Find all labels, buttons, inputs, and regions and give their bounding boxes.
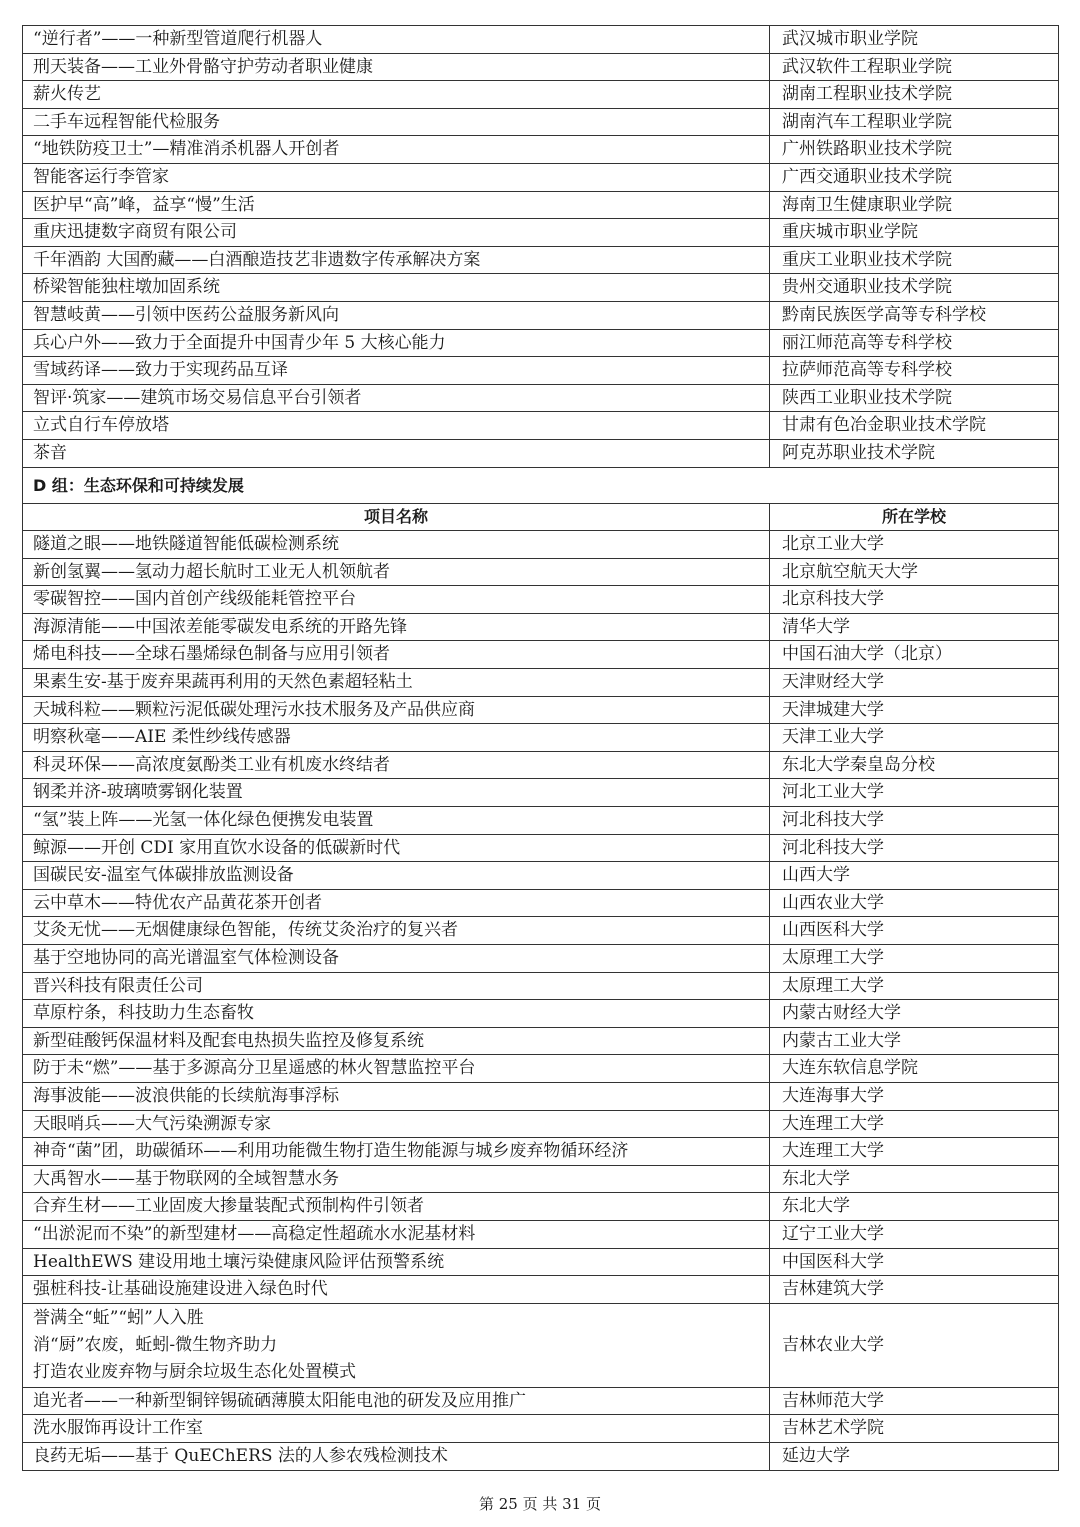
project-name: 零碳智控——国内首创产线级能耗管控平台 (23, 586, 770, 614)
school-name: 东北大学 (770, 1165, 1059, 1193)
table-row (23, 696, 1059, 724)
table-row (23, 53, 1059, 81)
school-name: 湖南汽车工程职业学院 (770, 108, 1059, 136)
school-name: 中国医科大学 (770, 1248, 1059, 1276)
table-row (23, 1055, 1059, 1083)
project-name: 鲸源——开创 CDI 家用直饮水设备的低碳新时代 (23, 834, 770, 862)
school-name: 北京工业大学 (770, 531, 1059, 559)
table-row (23, 1110, 1059, 1138)
table-row (23, 219, 1059, 247)
table-row (23, 81, 1059, 109)
school-name: 吉林师范大学 (770, 1387, 1059, 1415)
document-page (22, 25, 1058, 1471)
project-name: 重庆迅捷数字商贸有限公司 (23, 219, 770, 247)
table-row (23, 917, 1059, 945)
table-row (23, 1165, 1059, 1193)
school-name: 延边大学 (770, 1442, 1059, 1470)
project-name: 立式自行车停放塔 (23, 412, 770, 440)
table-row (23, 889, 1059, 917)
project-name: 防于未“燃”——基于多源高分卫星遥感的林火智慧监控平台 (23, 1055, 770, 1083)
project-name: 科灵环保——高浓度氨酚类工业有机废水终结者 (23, 751, 770, 779)
school-name: 大连东软信息学院 (770, 1055, 1059, 1083)
project-name: 智能客运行李管家 (23, 163, 770, 191)
project-name: 国碳民安-温室气体碳排放监测设备 (23, 862, 770, 890)
table-row (23, 163, 1059, 191)
project-name: 云中草木——特优农产品黄花茶开创者 (23, 889, 770, 917)
table-row (23, 1138, 1059, 1166)
table-row (23, 779, 1059, 807)
project-name: 良药无垢——基于 QuEChERS 法的人参农残检测技术 (23, 1442, 770, 1470)
project-name: 钢柔并济-玻璃喷雾钢化装置 (23, 779, 770, 807)
school-name: 湖南工程职业技术学院 (770, 81, 1059, 109)
school-name: 拉萨师范高等专科学校 (770, 357, 1059, 385)
table-row (23, 834, 1059, 862)
page-footer: 第 25 页 共 31 页 (478, 1495, 601, 1513)
school-name: 东北大学秦皇岛分校 (770, 751, 1059, 779)
project-name: 艾灸无忧——无烟健康绿色智能，传统艾灸治疗的复兴者 (23, 917, 770, 945)
top-rows (23, 26, 1059, 468)
project-table (22, 25, 1059, 1471)
school-name: 河北科技大学 (770, 807, 1059, 835)
table-row (23, 1000, 1059, 1028)
project-name: 草原柠条，科技助力生态畜牧 (23, 1000, 770, 1028)
table-row (23, 531, 1059, 559)
school-name: 河北科技大学 (770, 834, 1059, 862)
school-name: 太原理工大学 (770, 945, 1059, 973)
project-name: 洗水服饰再设计工作室 (23, 1415, 770, 1443)
project-name: 晋兴科技有限责任公司 (23, 972, 770, 1000)
table-row (23, 1387, 1059, 1415)
table-row (23, 1220, 1059, 1248)
school-name: 丽江师范高等专科学校 (770, 329, 1059, 357)
school-name: 广西交通职业技术学院 (770, 163, 1059, 191)
project-name: 神奇“菌”团，助碳循环——利用功能微生物打造生物能源与城乡废弃物循环经济 (23, 1138, 770, 1166)
table-row (23, 384, 1059, 412)
school-name: 贵州交通职业技术学院 (770, 274, 1059, 302)
school-name: 大连海事大学 (770, 1082, 1059, 1110)
school-name: 山西农业大学 (770, 889, 1059, 917)
project-name: 隧道之眼——地铁隧道智能低碳检测系统 (23, 531, 770, 559)
project-name: 新型硅酸钙保温材料及配套电热损失监控及修复系统 (23, 1027, 770, 1055)
table-row (23, 1027, 1059, 1055)
school-name: 重庆城市职业学院 (770, 219, 1059, 247)
school-name: 山西医科大学 (770, 917, 1059, 945)
project-name: 刑天装备——工业外骨骼守护劳动者职业健康 (23, 53, 770, 81)
school-name: 东北大学 (770, 1193, 1059, 1221)
table-row (23, 191, 1059, 219)
project-name: 新创氢翼——氢动力超长航时工业无人机领航者 (23, 558, 770, 586)
section-d-heading-row (23, 467, 1059, 503)
project-name: 强桩科技-让基础设施建设进入绿色时代 (23, 1276, 770, 1304)
table-row (23, 1442, 1059, 1470)
project-name: 海源清能——中国浓差能零碳发电系统的开路先锋 (23, 613, 770, 641)
school-name: 大连理工大学 (770, 1110, 1059, 1138)
project-name: “逆行者”——一种新型管道爬行机器人 (23, 26, 770, 54)
table-row (23, 862, 1059, 890)
school-name: 吉林建筑大学 (770, 1276, 1059, 1304)
project-name: HealthEWS 建设用地土壤污染健康风险评估预警系统 (23, 1248, 770, 1276)
project-name: 千年酒韵 大国酌藏——白酒酿造技艺非遗数字传承解决方案 (23, 246, 770, 274)
table-row (23, 274, 1059, 302)
school-name: 武汉软件工程职业学院 (770, 53, 1059, 81)
school-name: 内蒙古工业大学 (770, 1027, 1059, 1055)
school-name: 天津财经大学 (770, 669, 1059, 697)
school-name: 河北工业大学 (770, 779, 1059, 807)
table-row (23, 669, 1059, 697)
project-name: “氢”装上阵——光氢一体化绿色便携发电装置 (23, 807, 770, 835)
project-name: 烯电科技——全球石墨烯绿色制备与应用引领者 (23, 641, 770, 669)
table-row (23, 1303, 1059, 1387)
section-d-rows-a (23, 531, 1059, 1304)
school-name: 山西大学 (770, 862, 1059, 890)
school-name: 中国石油大学（北京） (770, 641, 1059, 669)
school-name: 内蒙古财经大学 (770, 1000, 1059, 1028)
project-name-multiline (23, 1303, 770, 1387)
table-row (23, 26, 1059, 54)
table-row (23, 108, 1059, 136)
school-name: 天津城建大学 (770, 696, 1059, 724)
school-name: 广州铁路职业技术学院 (770, 136, 1059, 164)
project-name: 薪火传艺 (23, 81, 770, 109)
project-name: “地铁防疫卫士”—精准消杀机器人开创者 (23, 136, 770, 164)
school-name: 武汉城市职业学院 (770, 26, 1059, 54)
school-name: 太原理工大学 (770, 972, 1059, 1000)
school-name: 北京科技大学 (770, 586, 1059, 614)
section-d (23, 467, 1059, 531)
table-row (23, 1248, 1059, 1276)
project-name: 茶音 (23, 439, 770, 467)
project-name: 雪域药译——致力于实现药品互译 (23, 357, 770, 385)
table-row (23, 724, 1059, 752)
table-row (23, 246, 1059, 274)
table-row (23, 329, 1059, 357)
section-d-multi (23, 1303, 1059, 1387)
project-name: 合弃生材——工业固废大掺量装配式预制构件引领者 (23, 1193, 770, 1221)
table-row (23, 439, 1059, 467)
project-line: 打造农业废弃物与厨余垃圾生态化处置模式 (33, 1361, 356, 1382)
project-name: 智慧岐黄——引领中医药公益服务新风向 (23, 301, 770, 329)
project-name: 智评·筑家——建筑市场交易信息平台引领者 (23, 384, 770, 412)
school-name: 黔南民族医学高等专科学校 (770, 301, 1059, 329)
section-d-title: D 组：生态环保和可持续发展 (23, 467, 1059, 503)
project-name: 大禹智水——基于物联网的全域智慧水务 (23, 1165, 770, 1193)
table-row (23, 1082, 1059, 1110)
table-row (23, 1276, 1059, 1304)
table-row (23, 301, 1059, 329)
table-row (23, 357, 1059, 385)
school-name: 甘肃有色冶金职业技术学院 (770, 412, 1059, 440)
table-row (23, 945, 1059, 973)
table-row (23, 751, 1059, 779)
project-line: 誉满全“蚯”“蚓”人入胜 (33, 1307, 204, 1328)
project-name: 二手车远程智能代检服务 (23, 108, 770, 136)
school-name: 重庆工业职业技术学院 (770, 246, 1059, 274)
school-name: 天津工业大学 (770, 724, 1059, 752)
table-row (23, 412, 1059, 440)
school-name: 阿克苏职业技术学院 (770, 439, 1059, 467)
school-name: 陕西工业职业技术学院 (770, 384, 1059, 412)
project-name: 基于空地协同的高光谱温室气体检测设备 (23, 945, 770, 973)
school-name: 清华大学 (770, 613, 1059, 641)
table-row (23, 1415, 1059, 1443)
table-row (23, 641, 1059, 669)
table-row (23, 558, 1059, 586)
table-row (23, 136, 1059, 164)
table-row (23, 972, 1059, 1000)
project-line: 消“厨”农废，蚯蚓-微生物齐助力 (33, 1334, 278, 1355)
table-row (23, 586, 1059, 614)
column-header-project: 项目名称 (23, 503, 770, 531)
school-name: 北京航空航天大学 (770, 558, 1059, 586)
project-name: 天眼哨兵——大气污染溯源专家 (23, 1110, 770, 1138)
project-name: 明察秋毫——AIE 柔性纱线传感器 (23, 724, 770, 752)
column-header-school: 所在学校 (770, 503, 1059, 531)
school-name: 辽宁工业大学 (770, 1220, 1059, 1248)
table-header-row (23, 503, 1059, 531)
section-d-rows-b (23, 1387, 1059, 1470)
project-name: “出淤泥而不染”的新型建材——高稳定性超疏水水泥基材料 (23, 1220, 770, 1248)
project-name: 果素生安-基于废弃果蔬再利用的天然色素超轻粘土 (23, 669, 770, 697)
project-name: 兵心户外——致力于全面提升中国青少年 5 大核心能力 (23, 329, 770, 357)
project-name: 天城科粒——颗粒污泥低碳处理污水技术服务及产品供应商 (23, 696, 770, 724)
table-row (23, 807, 1059, 835)
school-name: 吉林农业大学 (770, 1303, 1059, 1387)
school-name: 海南卫生健康职业学院 (770, 191, 1059, 219)
project-name: 海事波能——波浪供能的长续航海事浮标 (23, 1082, 770, 1110)
project-name: 追光者——一种新型铜锌锡硫硒薄膜太阳能电池的研发及应用推广 (23, 1387, 770, 1415)
school-name: 吉林艺术学院 (770, 1415, 1059, 1443)
project-name: 医护早“高”峰，益享“慢”生活 (23, 191, 770, 219)
school-name: 大连理工大学 (770, 1138, 1059, 1166)
table-row (23, 613, 1059, 641)
table-row (23, 1193, 1059, 1221)
project-name: 桥梁智能独柱墩加固系统 (23, 274, 770, 302)
